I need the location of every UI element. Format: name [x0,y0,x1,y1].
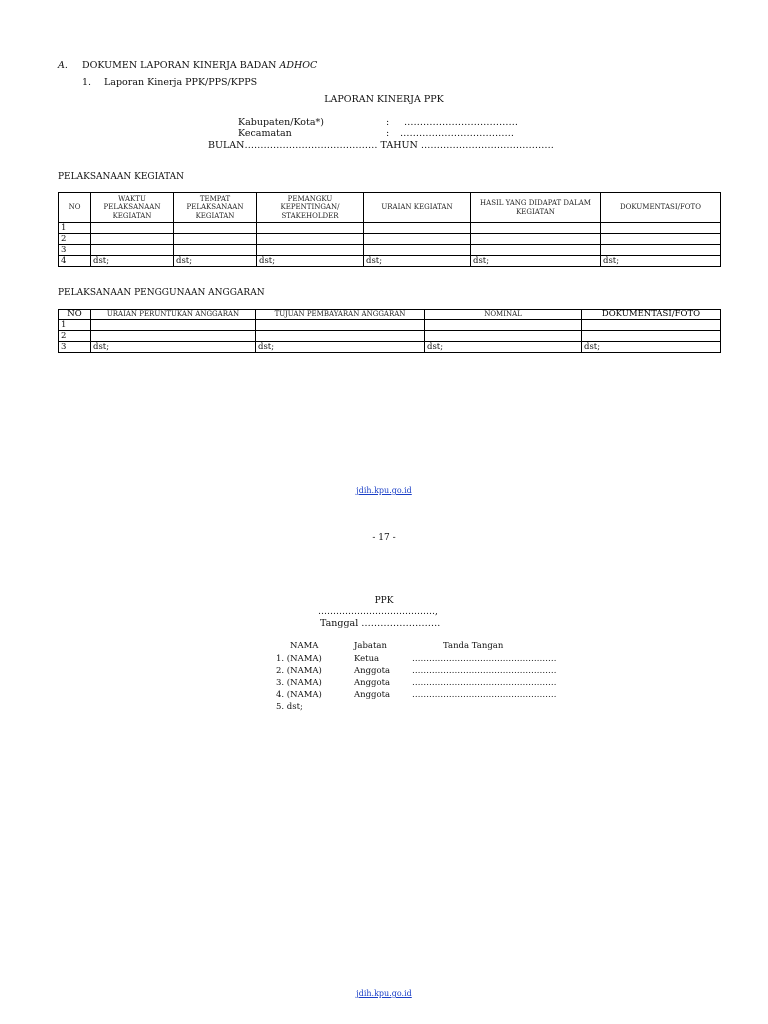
table-cell [471,223,601,234]
subheading [82,77,257,88]
table-cell [257,234,364,245]
section-title: PELAKSANAAN PENGGUNAAN ANGGARAN [58,288,265,298]
table-cell: dst; [91,342,256,353]
column-header: HASIL YANG DIDAPAT DALAM KEGIATAN [471,193,601,223]
table-cell [364,234,471,245]
table-cell [257,223,364,234]
table-header-row [59,193,721,223]
table-cell [601,223,721,234]
table-cell: dst; [601,256,721,267]
activity-table [58,192,721,267]
column-header: DOKUMENTASI/FOTO [582,310,721,320]
table-cell: dst; [471,256,601,267]
member-sign-line: …………………………………………… [412,654,557,664]
member-position: Anggota [354,678,391,688]
field-kabupaten [238,117,518,128]
signature-title: PPK [374,596,394,606]
column-header: URAIAN KEGIATAN [364,193,471,223]
table-cell [91,223,174,234]
heading-italic: ADHOC [279,60,318,71]
member-sign-line: …………………………………………… [412,666,557,676]
footer-link[interactable]: jdih.kpu.go.id [356,486,412,495]
table-cell: 3 [59,342,91,353]
column-header: TEMPAT PELAKSANAAN KEGIATAN [174,193,257,223]
column-header: NO [59,193,91,223]
signature-header-name: NAMA [290,641,319,651]
table-row [59,245,721,256]
table-cell: 3 [59,245,91,256]
table-cell [91,245,174,256]
table-cell: 4 [59,256,91,267]
table-cell [471,234,601,245]
table-cell: 1 [59,320,91,331]
member-position: Anggota [354,666,391,676]
table-cell [257,245,364,256]
table-cell [256,331,425,342]
table-cell [91,320,256,331]
table-cell: 1 [59,223,91,234]
column-header: DOKUMENTASI/FOTO [601,193,721,223]
member-sign-line: …………………………………………… [412,690,557,700]
table-row [59,223,721,234]
table-row [59,342,721,353]
table-row [59,331,721,342]
table-cell [601,245,721,256]
table-cell [174,234,257,245]
table-cell [582,320,721,331]
table-cell: dst; [174,256,257,267]
member-position: Anggota [354,690,391,700]
member-sign-line: …………………………………………… [412,678,557,688]
member-name: 1. (NAMA) [276,654,322,664]
table-row [59,320,721,331]
table-cell: 2 [59,234,91,245]
table-cell: dst; [425,342,582,353]
table-cell [174,223,257,234]
table-cell [256,320,425,331]
table-cell: dst; [91,256,174,267]
table-cell [601,234,721,245]
signature-date: Tanggal ……………………. [320,618,441,629]
year-label: TAHUN …………………………………… [380,140,554,151]
field-colon: : [386,128,390,139]
member-name: 5. dst; [276,702,303,712]
table-cell: dst; [257,256,364,267]
column-header: NOMINAL [425,310,582,320]
table-header-row [59,310,721,320]
section-title: PELAKSANAAN KEGIATAN [58,172,185,182]
report-title: LAPORAN KINERJA PPK [324,94,444,105]
period-row [208,140,554,151]
column-header: WAKTU PELAKSANAAN KEGIATAN [91,193,174,223]
month-label: BULAN…………………………………… [208,140,378,151]
table-cell [471,245,601,256]
table-cell: dst; [256,342,425,353]
signature-dots-line: …………………………………, [318,607,438,617]
member-position: Ketua [354,654,380,664]
table-cell: dst; [582,342,721,353]
table-cell [582,331,721,342]
table-cell [364,223,471,234]
field-kecamatan [238,128,514,139]
signature-header-sign: Tanda Tangan [443,641,504,651]
member-name: 2. (NAMA) [276,666,322,676]
field-dots: ……………………………… [404,117,518,128]
table-cell [91,234,174,245]
heading-letter: A. [58,60,68,71]
table-cell: dst; [364,256,471,267]
member-name: 4. (NAMA) [276,690,322,700]
field-colon: : [386,117,390,128]
column-header: PEMANGKU KEPENTINGAN/ STAKEHOLDER [257,193,364,223]
table-cell [364,245,471,256]
page-number: - 17 - [372,533,396,543]
table-row [59,234,721,245]
table-cell [91,331,256,342]
table-cell [425,320,582,331]
subheading-text: Laporan Kinerja PPK/PPS/KPPS [104,77,258,88]
table-cell [425,331,582,342]
budget-table [58,309,721,353]
field-label: Kabupaten/Kota*) [238,117,324,128]
field-dots: ……………………………… [400,128,514,139]
signature-header-position: Jabatan [354,641,387,651]
table-cell: 2 [59,331,91,342]
table-row [59,256,721,267]
column-header: TUJUAN PEMBAYARAN ANGGARAN [256,310,425,320]
section-heading [58,60,317,71]
member-name: 3. (NAMA) [276,678,322,688]
heading-text: DOKUMEN LAPORAN KINERJA BADAN [82,60,277,71]
field-label: Kecamatan [238,128,292,139]
column-header: URAIAN PERUNTUKAN ANGGARAN [91,310,256,320]
footer-link[interactable]: jdih.kpu.go.id [356,989,412,998]
subheading-number: 1. [82,77,92,88]
table-cell [174,245,257,256]
column-header: NO [59,310,91,320]
